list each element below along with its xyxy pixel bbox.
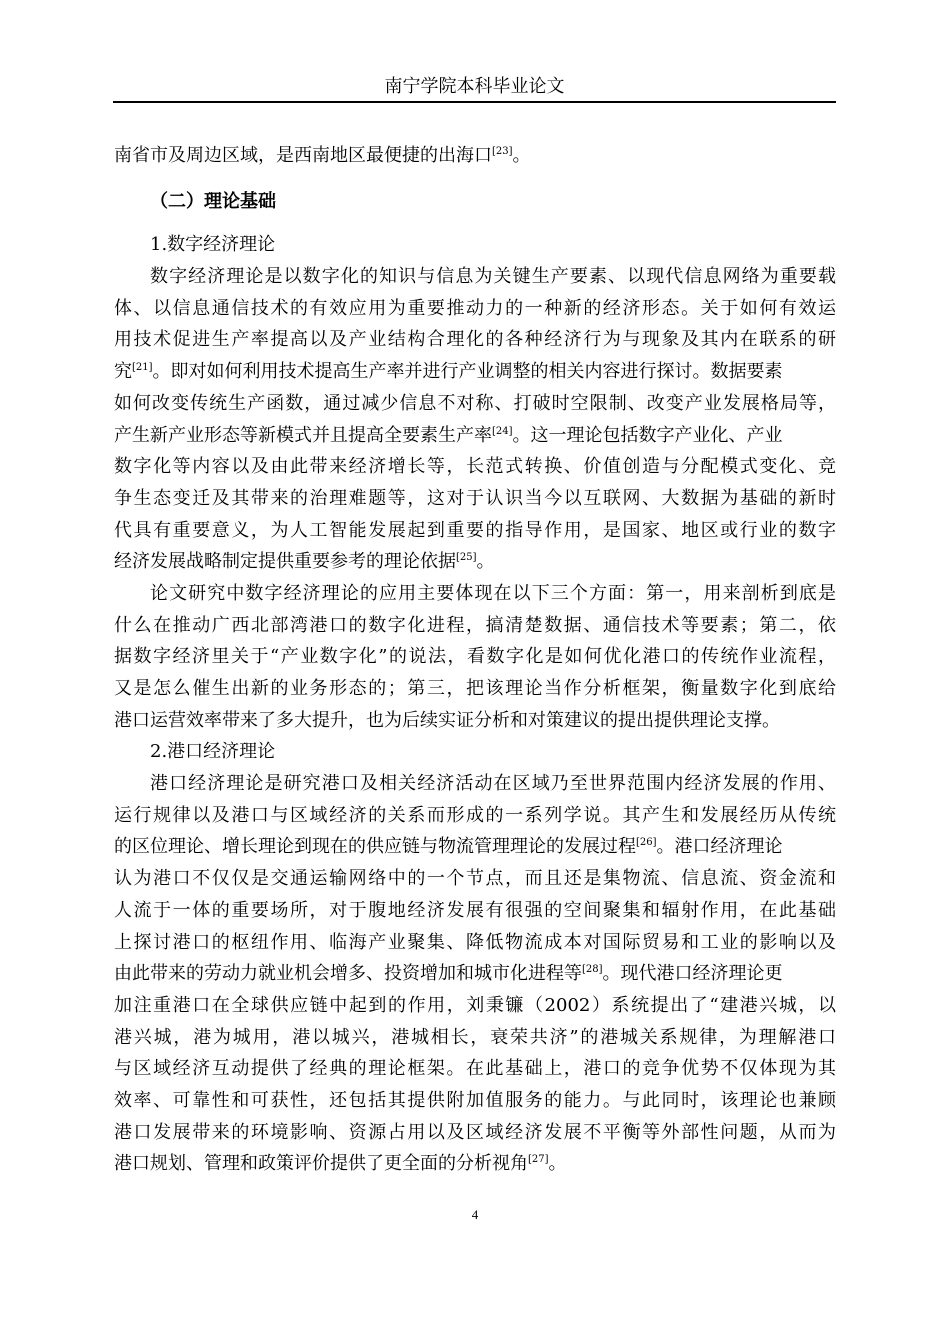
text: 由此带来的劳动力就业机会增多、投资增加和城市化进程等 [114, 963, 582, 985]
header-rule [113, 101, 836, 103]
text-line: 人流于一体的重要场所，对于腹地经济发展有很强的空间聚集和辐射作用，在此基础 [114, 899, 836, 921]
text-line: 代具有重要意义，为人工智能发展起到重要的指导作用，是国家、地区或行业的数字 [114, 519, 836, 541]
text: 。现代港口经济理论更 [602, 963, 783, 985]
text-line [114, 420, 836, 452]
page-body [114, 140, 836, 1180]
text-line: 上探讨港口的枢纽作用、临海产业聚集、降低物流成本对国际贸易和工业的影响以及 [114, 931, 836, 953]
text-line: 体、以信息通信技术的有效应用为重要推动力的一种新的经济形态。关于如何有效运 [114, 297, 836, 319]
text-line [114, 1148, 836, 1180]
text-line: 用技术促进生产率提高以及产业结构合理化的各种经济行为与现象及其内在联系的研 [114, 329, 836, 351]
text: 。即对如何利用技术提高生产率并进行产业调整的相关内容进行探讨。数据要素 [152, 361, 783, 383]
text-line: 据数字经济里关于“产业数字化”的说法，看数字化是如何优化港口的传统作业流程， [114, 646, 836, 668]
text: 南省市及周边区域，是西南地区最便捷的出海口 [114, 145, 492, 166]
citation: [26] [636, 837, 657, 849]
text: 港口规划、管理和政策评价提供了更全面的分析视角 [114, 1153, 528, 1175]
text-line [114, 140, 836, 172]
text-line: 港兴城，港为城用，港以城兴，港城相长，衰荣共济”的港城关系规律，为理解港口 [114, 1026, 836, 1048]
subsection-heading: 2.港口经济理论 [150, 741, 276, 763]
citation: [23] [492, 146, 513, 157]
text-line: 认为港口不仅仅是交通运输网络中的一个节点，而且还是集物流、信息流、资金流和 [114, 868, 836, 890]
text-line: 争生态变迁及其带来的治理难题等，这对于认识当今以互联网、大数据为基础的新时 [114, 487, 836, 509]
text: 究 [114, 361, 132, 383]
text-line [114, 831, 836, 863]
page-number: 4 [471, 1207, 479, 1222]
text-line: 港口运营效率带来了多大提升，也为后续实证分析和对策建议的提出提供理论支撑。 [114, 709, 780, 731]
text-line: 论文研究中数字经济理论的应用主要体现在以下三个方面：第一，用来剖析到底是 [150, 582, 836, 604]
running-header: 南宁学院本科毕业论文 [384, 76, 565, 97]
text-line: 效率、可靠性和可获性，还包括其提供附加值服务的能力。与此同时，该理论也兼顾 [114, 1089, 836, 1111]
text-line: 数字经济理论是以数字化的知识与信息为关键生产要素、以现代信息网络为重要载 [150, 266, 836, 288]
text-line: 数字化等内容以及由此带来经济增长等，长范式转换、价值创造与分配模式变化、竞 [114, 456, 836, 478]
text-line: 港口经济理论是研究港口及相关经济活动在区域乃至世界范围内经济发展的作用、 [150, 773, 836, 795]
text-line [114, 546, 836, 578]
text-line: 什么在推动广西北部湾港口的数字化进程，搞清楚数据、通信技术等要素；第二，依 [114, 614, 836, 636]
section-heading: （二）理论基础 [150, 190, 276, 212]
citation: [24] [492, 425, 513, 437]
text: 。 [512, 145, 531, 166]
text: 的区位理论、增长理论到现在的供应链与物流管理理论的发展过程 [114, 836, 636, 858]
text: 。 [548, 1153, 567, 1175]
text: 。 [476, 551, 495, 573]
text: 产生新产业形态等新模式并且提高全要素生产率 [114, 424, 492, 446]
text-line: 加注重港口在全球供应链中起到的作用，刘秉镰（2002）系统提出了“建港兴城，以 [114, 994, 836, 1016]
text: 。这一理论包括数字产业化、产业 [512, 424, 783, 446]
text: 经济发展战略制定提供重要参考的理论依据 [114, 551, 456, 573]
citation: [28] [582, 964, 603, 976]
text-line: 港口发展带来的环境影响、资源占用以及区域经济发展不平衡等外部性问题，从而为 [114, 1121, 836, 1143]
text-line: 又是怎么催生出新的业务形态的；第三，把该理论当作分析框架，衡量数字化到底给 [114, 678, 836, 699]
citation: [21] [132, 362, 153, 374]
subsection-heading: 1.数字经济理论 [150, 234, 276, 256]
citation: [25] [456, 552, 477, 564]
text-line: 运行规律以及港口与区域经济的关系而形成的一系列学说。其产生和发展经历从传统 [114, 804, 836, 826]
text-line: 如何改变传统生产函数，通过减少信息不对称、打破时空限制、改变产业发展格局等， [114, 392, 836, 414]
text-line [114, 356, 836, 388]
text: 。港口经济理论 [656, 836, 783, 858]
text-line: 与区域经济互动提供了经典的理论框架。在此基础上，港口的竞争优势不仅体现为其 [114, 1058, 836, 1080]
text-line [114, 958, 836, 990]
citation: [27] [528, 1154, 549, 1166]
